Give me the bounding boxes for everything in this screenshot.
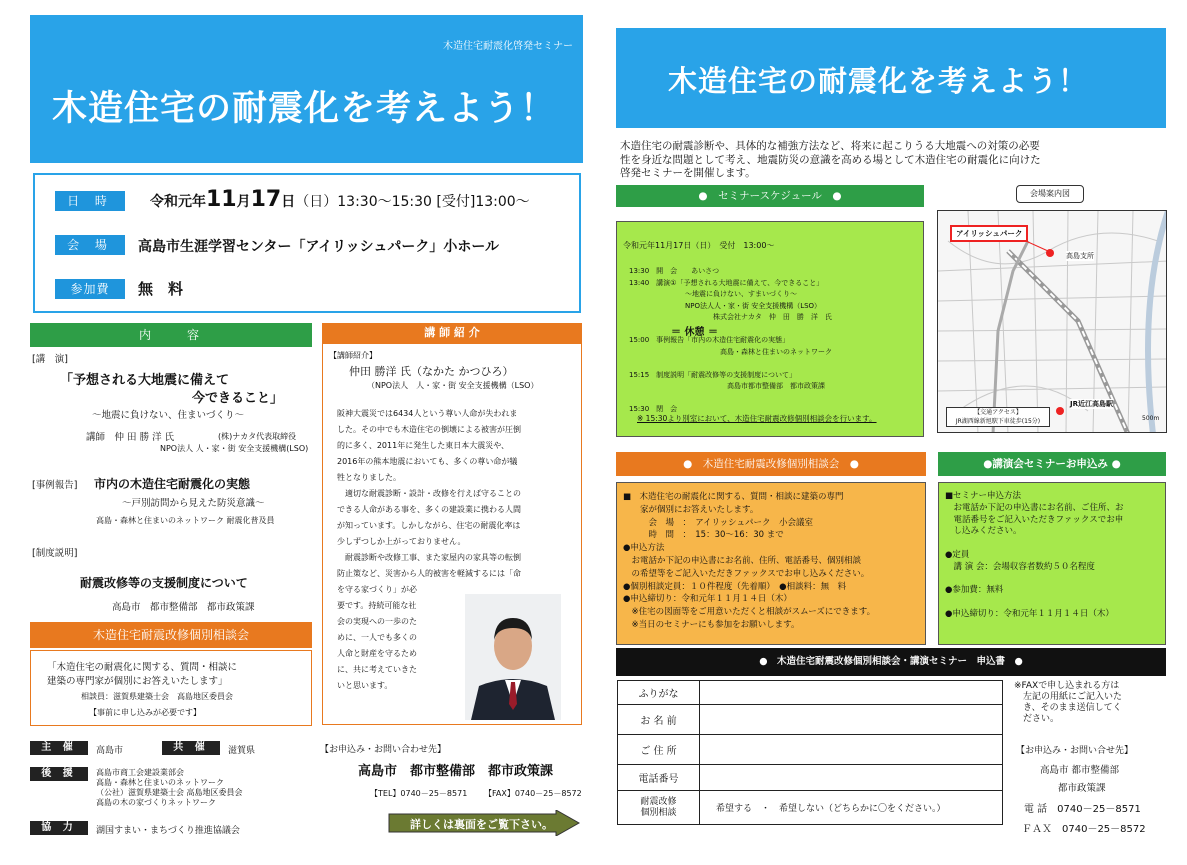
consult-line-2: 建築の専門家が個別にお答えいたします」: [47, 676, 228, 687]
speaker-photo: [465, 594, 561, 720]
speaker-paragraph-1: 阪神大震災では6434人という尊い人命が失われま した。その中でも木造住宅の倒壊による被害が圧倒 的に多く、2011年に発生した東日本大震災や、 2016年の熊本地震においても、多くの尊い命が犠 牲となりました。 適切な耐震診断・設計・改修を行えば守ることの できる人命がある事を、多くの建設業に携わる人間 が知っています。しかしながら、住宅の耐震化率は 少しずつしか上がっておりません。 耐震診断や改修工事、また家屋内の家具等の転倒 防止策など、災害から人的被害を軽減するには「命 を守る家づくり」が必 要です。持続可能な社 会の実現への一歩のた めに、一人でも多くの 人命と財産を守るため に、共に考えていきた いと思います。: [337, 409, 521, 690]
name-input[interactable]: [700, 705, 1003, 735]
consult-line-4: 【事前に申し込みが必要です】: [89, 708, 201, 717]
lecture-title-1: 「予想される大地震に備えて: [60, 373, 230, 388]
system-org: 高島市 都市整備部 都市政策課: [112, 602, 255, 613]
schedule-box: [616, 221, 924, 437]
support-tag: 後 援: [30, 767, 88, 781]
application-form: [617, 680, 1003, 825]
lecture-subtitle: ～地震に負けない、住まいづくり～: [92, 410, 245, 421]
fee-label: 参加費: [55, 279, 125, 299]
map-station-label: JR近江高島駅: [1070, 400, 1113, 408]
schedule-date: 令和元年11月17日（日） 受付 13:00～: [623, 241, 775, 250]
map-branch-label: 高島支所: [1066, 252, 1094, 260]
left-header: [30, 15, 583, 163]
back-page-arrow: 詳しくは裏面をご覧下さい。: [388, 810, 580, 836]
fax-note: ※FAXで申し込まれる方は 左記の用紙にご記入いた き、そのまま送信してく ださい。: [1014, 681, 1123, 724]
schedule-break: ＝ 休憩 ＝: [671, 327, 718, 338]
coop-value: 湖国すまい・まちづくり推進協議会: [96, 826, 240, 836]
consult-box: [30, 650, 312, 726]
form-row-phone: 電話番号: [618, 765, 1003, 791]
speaker-box: [322, 343, 582, 725]
form-row-address: ご 住 所: [618, 735, 1003, 765]
lecturer-line: 講師 仲 田 勝 洋 氏: [86, 432, 175, 443]
venue-label: 会 場: [55, 235, 125, 255]
right-consult-box: [616, 482, 926, 645]
left-contact-title: 【お申込み・お問い合わせ先】: [320, 745, 447, 755]
venue-map: [937, 210, 1167, 433]
speaker-intro-tag: 【講師紹介】: [329, 351, 377, 360]
cohost-tag: 共 催: [162, 741, 220, 755]
apply-heading: ●講演会セミナーお申込み ●: [938, 452, 1166, 476]
consult-heading: 木造住宅耐震改修個別相談会: [30, 622, 312, 648]
consult-line-1: 「木造住宅の耐震化に関する、質問・相談に: [47, 662, 238, 673]
date-label: 日 時: [55, 191, 125, 211]
left-header-subtitle: 木造住宅耐震化啓発セミナー: [443, 41, 573, 52]
event-info-box: [33, 173, 581, 313]
address-input[interactable]: [700, 735, 1003, 765]
date-value: 令和元年11月17日（日）13:30～15:30 [受付]13:00～: [150, 187, 530, 212]
host-value: 高島市: [96, 746, 124, 756]
consult-line-3: 相談員：滋賀県建築士会 高島地区委員会: [81, 692, 233, 701]
left-contact-dept: 高島市 都市整備部 都市政策課: [358, 764, 554, 779]
right-contact-title: 【お申込み・お問い合せ先】: [1016, 746, 1134, 756]
case-org: 高島・森林と住まいのネットワーク 耐震化普及員: [96, 516, 275, 525]
content-heading: 内 容: [30, 323, 312, 347]
form-row-name: お 名 前: [618, 705, 1003, 735]
map-venue-tag: アイリッシュパーク: [950, 225, 1028, 242]
right-header: [616, 28, 1166, 128]
speaker-name: 仲田 勝洋 氏（なかた かつひろ）: [349, 365, 514, 378]
schedule-heading: ● セミナースケジュール ●: [616, 185, 924, 207]
speaker-heading: 講 師 紹 介: [322, 323, 582, 343]
lecturer-org-2: NPO法人 人・家・街 安全支援機構(LSO): [160, 444, 309, 453]
form-heading: ● 木造住宅耐震改修個別相談会・講演セミナー 申込書 ●: [616, 648, 1166, 676]
right-consult-heading: ● 木造住宅耐震改修個別相談会 ●: [616, 452, 926, 476]
form-row-consult: 耐震改修 個別相談 希望する ・ 希望しない（どちらかに〇をください。）: [618, 791, 1003, 825]
schedule-lines-2: 15:00 事例報告「市内の木造住宅耐震化の実態」 高島・森林と住まいのネットワーク 15:15 制度説明「耐震改修等の支援制度について」 高島市都市整備部 都市政策課 15:30 閉 会: [629, 336, 832, 413]
map-label: 会場案内図: [1016, 185, 1084, 203]
right-header-title: 木造住宅の耐震化を考えよう！: [668, 64, 1089, 98]
case-tag: [事例報告]: [32, 480, 78, 491]
right-intro: 木造住宅の耐震診断や、具体的な補強方法など、将来に起こりうる大地震への対策の必要 性を身近な問題として考え、地震防災の意識を高める場として木造住宅の耐震化に向けた 啓発セミナーを開催します。: [620, 140, 1041, 179]
system-title: 耐震改修等の支援制度について: [80, 576, 248, 590]
schedule-lines: 13:30 開 会 あいさつ 13:40 講演①「予想される大地震に備えて、今できること」 ～地震に負けない、すまいづくり～ NPO法人人・家・街 安全支援機構（LSO） 株式会社ナカタ 仲 田 勝 洋 氏: [629, 267, 832, 321]
phone-input[interactable]: [700, 765, 1003, 791]
case-title: 市内の木造住宅耐震化の実態: [94, 477, 251, 491]
form-row-furigana: ふりがな: [618, 681, 1003, 705]
coop-tag: 協 力: [30, 821, 88, 835]
speaker-org: （NPO法人 人・家・街 安全支援機構（LSO）: [367, 381, 539, 390]
right-contact-tel: 電 話 0740－25－8571: [1024, 804, 1141, 815]
map-scale: 500m: [1142, 415, 1160, 422]
lecture-tag: [講 演]: [32, 354, 68, 365]
left-contact-tel: 【TEL】0740－25－8571: [370, 789, 468, 798]
system-tag: [制度説明]: [32, 548, 78, 559]
venue-value: 高島市生涯学習センター「アイリッシュパーク」小ホール: [138, 239, 500, 255]
apply-lines: ■セミナー申込方法 お電話か下記の申込書にお名前、ご住所、お 電話番号をご記入いただきファックスでお申 し込みください。 ●定員 講 演 会：会場収容者数約５０名程度 ●参加費：無料 ●申込締切り：令和元年１１月１４日（木）: [945, 491, 1124, 619]
case-subtitle: ～戸別訪問から見えた防災意識～: [122, 498, 265, 509]
support-list: 高島市商工会建設業部会 高島・森林と住まいのネットワーク （公社）滋賀県建築士会 高島地区委員会 高島の木の家づくりネットワーク: [96, 768, 243, 807]
fee-value: 無 料: [138, 280, 184, 298]
lecture-title-2: 今できること」: [192, 391, 284, 406]
consult-choice[interactable]: 希望する ・ 希望しない（どちらかに〇をください。）: [700, 791, 1003, 825]
map-access-box: 【交通アクセス】 JR湖西線新旭駅下車徒歩(15分): [946, 407, 1050, 427]
left-header-title: 木造住宅の耐震化を考えよう！: [52, 89, 557, 129]
host-tag: 主 催: [30, 741, 88, 755]
right-consult-lines: ■ 木造住宅の耐震化に関する、質問・相談に建築の専門 家が個別にお答えいたします。 会 場 ： アイリッシュパーク 小会議室 時 間 ： 15：30～16：30 まで ●申込方法 お電話か下記の申込書にお名前、住所、電話番号、個別相談 の希望等をご記入いただきファックスでお申し込みください。 ●個別相談定員：１０件程度（先着順） ●相談料：無 料 ●申込締切り：令和元年１１月１４日（木） ※住宅の図面等をご用意いただくと相談がスムーズにできます。 ※当日のセミナーにも参加をお願いします。: [623, 492, 876, 630]
right-contact-dept2: 都市政策課: [1058, 783, 1106, 794]
schedule-note: ※ 15:30より別室において、木造住宅耐震改修個別相談会を行います。: [637, 414, 877, 423]
lecturer-org-1: (株)ナカタ代表取締役: [218, 432, 297, 441]
content-body: [30, 349, 315, 617]
right-contact-fax: ＦＡＸ 0740－25－8572: [1022, 824, 1146, 835]
right-contact-dept1: 高島市 都市整備部: [1040, 765, 1120, 776]
cohost-value: 滋賀県: [228, 746, 256, 756]
furigana-input[interactable]: [700, 681, 1003, 705]
apply-box: [938, 482, 1166, 645]
left-contact-fax: 【FAX】0740－25－8572: [484, 789, 582, 798]
